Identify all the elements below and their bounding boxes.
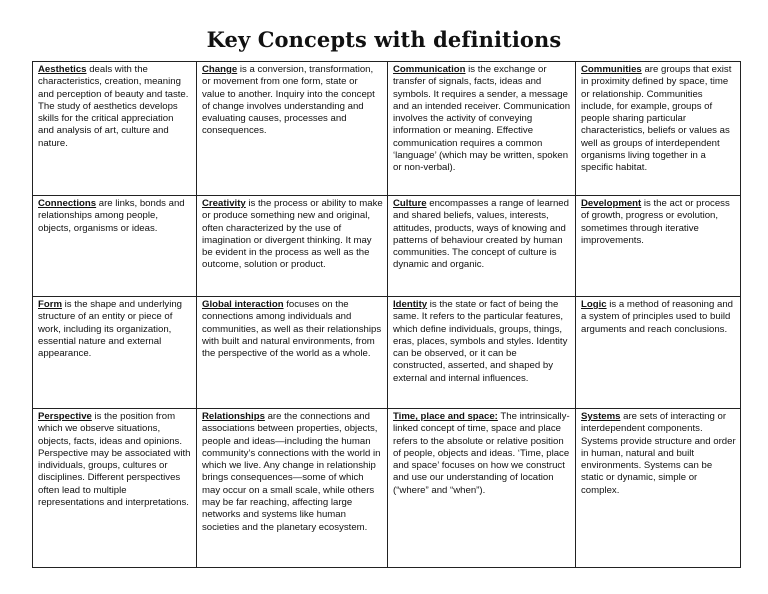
concept-definition: are links, bonds and relationships among people, objects, organisms or ideas.	[38, 198, 185, 234]
concept-definition: deals with the characteristics, creation, meaning and perception of beauty and taste. The study of aesthetics develops skills for the critical appreciation and analysis of art, culture and nature.	[38, 64, 189, 149]
concept-term: Change	[202, 64, 238, 75]
concept-definition: is a method of reasoning and a system of principles used to build arguments and reach conclusions.	[581, 299, 733, 335]
concept-definition: are groups that exist in proximity defined by space, time or relationship. Communities include, for example, groups of people sharing particular characteristics, beliefs or values as well as groups of interdependent organisms living together in a specific habitat.	[581, 64, 732, 174]
concept-term: Creativity	[202, 198, 246, 209]
concept-term: Communities	[581, 64, 642, 75]
concept-definition: is the state or fact of being the same. It refers to the particular features, which define individuals, groups, things, eras, places, symbols and styles. Identity can be observed, or it can be constructed, asserted, and shaped by external and internal influences.	[393, 299, 568, 384]
concept-cell-time-place-space	[388, 409, 576, 568]
concept-definition: are the connections and associations between properties, objects, people and ideas—including the human community’s connections with the world in which we live. Any change in relationship brings consequences—some of which may occur on a small scale, while others may be far reaching, affecting large networks and systems like human societies and the planetary ecosystem.	[202, 411, 381, 533]
concept-definition: is the process or ability to make or produce something new and original, often characterized by the use of imagination or divergent thinking. It may be evident in the process as well as the outcome, solution or product.	[202, 198, 383, 271]
concept-cell-development	[576, 196, 741, 297]
concept-cell-logic	[576, 297, 741, 409]
concept-cell-communication	[388, 62, 576, 196]
table-row	[33, 297, 741, 409]
concept-cell-culture	[388, 196, 576, 297]
table-row	[33, 409, 741, 568]
concept-definition: The intrinsically-linked concept of time, space and place refers to the absolute or relative position of people, objects and ideas. ‘Time, place and space’ focuses on how we construct and use our understanding of location (“where” and “when”).	[393, 411, 570, 496]
concept-definition: is the shape and underlying structure of an entity or piece of work, including its organization, essential nature and external appearance.	[38, 299, 182, 360]
concept-cell-change	[197, 62, 388, 196]
concept-term: Development	[581, 198, 642, 209]
concept-definition: encompasses a range of learned and shared beliefs, values, interests, attitudes, products, ways of knowing and patterns of behaviour created by human communities. The concept of culture is dynamic and organic.	[393, 198, 569, 271]
concept-term: Identity	[393, 299, 428, 310]
concepts-table	[32, 61, 741, 568]
concept-cell-perspective	[33, 409, 197, 568]
concept-definition: is a conversion, transformation, or movement from one form, state or value to another. Inquiry into the concept of change involves understanding and evaluating causes, processes and consequences.	[202, 64, 375, 137]
concept-term: Communication	[393, 64, 466, 75]
concept-term: Perspective	[38, 411, 92, 422]
table-row	[33, 196, 741, 297]
concept-cell-form	[33, 297, 197, 409]
concept-cell-systems	[576, 409, 741, 568]
concept-definition: are sets of interacting or interdependent components. Systems provide structure and order in human, natural and built environments. Systems can be static or dynamic, simple or complex.	[581, 411, 736, 496]
concept-definition: is the act or process of growth, progress or evolution, sometimes through iterative improvements.	[581, 198, 730, 246]
page-title: Key Concepts with definitions	[206, 27, 562, 52]
concept-cell-relationships	[197, 409, 388, 568]
concept-term: Time, place and space:	[393, 411, 498, 422]
concept-term: Connections	[38, 198, 97, 209]
concept-term: Logic	[581, 299, 607, 310]
concept-term: Global interaction	[202, 299, 284, 310]
concept-cell-communities	[576, 62, 741, 196]
concept-term: Relationships	[202, 411, 265, 422]
table-row	[33, 62, 741, 196]
concept-term: Systems	[581, 411, 621, 422]
concept-cell-identity	[388, 297, 576, 409]
concept-term: Culture	[393, 198, 427, 209]
concept-definition: is the position from which we observe situations, objects, facts, ideas and opinions. Perspective may be associated with individuals, groups, cultures or disciplines. Different perspectives often lead to multiple representations and interpretations.	[38, 411, 191, 509]
concept-term: Aesthetics	[38, 64, 87, 75]
concept-definition: focuses on the connections among individuals and communities, as well as their relationships with built and natural environments, from the perspective of the world as a whole.	[202, 299, 382, 360]
concept-cell-global-interaction	[197, 297, 388, 409]
concept-cell-connections	[33, 196, 197, 297]
concept-term: Form	[38, 299, 62, 310]
concept-cell-creativity	[197, 196, 388, 297]
concept-cell-aesthetics	[33, 62, 197, 196]
concept-definition: is the exchange or transfer of signals, facts, ideas and symbols. It requires a sender, a message and an intended receiver. Communication involves the activity of conveying information or meaning. Effective communication requires a common ‘language’ (which may be written, spoken or non-verbal).	[393, 64, 571, 174]
